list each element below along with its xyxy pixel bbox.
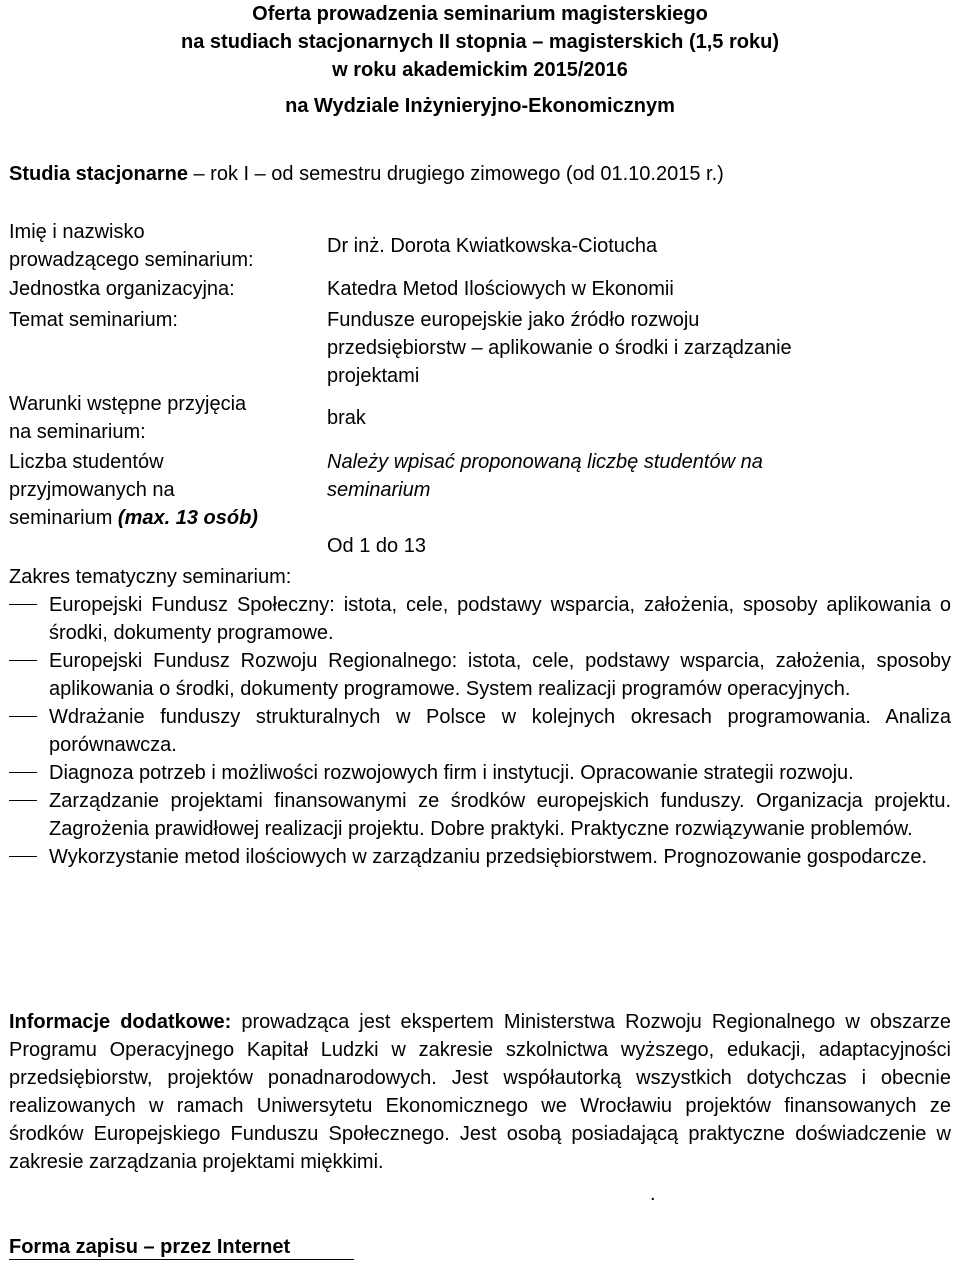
lecturer-value: Dr inż. Dorota Kwiatkowska-Ciotucha	[327, 235, 658, 257]
study-mode-bold: Studia stacjonarne	[9, 163, 188, 185]
student-count-label-text: seminarium	[9, 507, 118, 529]
enrollment-underline	[9, 1259, 354, 1260]
conditions-label	[9, 390, 309, 446]
unit-label: Jednostka organizacyjna:	[9, 278, 235, 300]
student-count-note-line-2: seminarium	[327, 479, 431, 501]
unit-value: Katedra Metod Ilościowych w Ekonomii	[327, 278, 674, 300]
student-count-max: (max. 13 osób)	[117, 507, 258, 529]
conditions-label-line-2: na seminarium:	[9, 421, 146, 443]
scope-item-text: Diagnoza potrzeb i możliwości rozwojowych firm i instytucji. Opracowanie strategii rozwoju.	[49, 762, 854, 784]
scope-title: Zakres tematyczny seminarium:	[9, 566, 292, 588]
header-line-2: na studiach stacjonarnych II stopnia – magisterskich (1,5 roku)	[181, 31, 779, 53]
topic-value-line-2: przedsiębiorstw – aplikowanie o środki i zarządzanie	[327, 337, 792, 359]
student-count-label-line-2: przyjmowanych na	[9, 479, 175, 501]
scope-item	[9, 759, 951, 787]
scope-item-text: Europejski Fundusz Rozwoju Regionalnego: istota, cele, podstawy wsparcia, założenia, sposoby aplikowania o środki, dokumenty programowe. System realizacji programów operacyjnych.	[49, 650, 951, 700]
additional-info-text: prowadząca jest ekspertem Ministerstwa Rozwoju Regionalnego w obszarze Programu Operacyjnego Kapitał Ludzki w zakresie szkolnictwa wyższego, edukacji, adaptacyjności przedsiębiorstw, projektów ponadnarodowych. Jest współautorką wszystkich dotychczas i obecnie realizowanych w ramach Uniwersytetu Ekonomicznego we Wrocławiu projektów finansowanych ze środków Europejskiego Funduszu Społecznego. Jest osobą posiadającą praktyczne doświadczenie w zakresie zarządzania projektami miękkimi.	[9, 1011, 952, 1173]
additional-info-label: Informacje dodatkowe:	[9, 1011, 232, 1033]
scope-item	[9, 703, 951, 759]
student-count-value: Od 1 do 13	[327, 535, 426, 557]
dash-bullet-icon	[9, 604, 37, 605]
study-mode-line	[9, 160, 724, 188]
topic-value	[327, 306, 947, 390]
student-count-label-line-3	[9, 504, 309, 532]
conditions-label-line-1: Warunki wstępne przyjęcia	[9, 393, 247, 415]
trailing-dot: .	[650, 1183, 656, 1205]
student-count-note-line-1: Należy wpisać proponowaną liczbę studentów na	[327, 451, 763, 473]
lecturer-label-line-2: prowadzącego seminarium:	[9, 249, 254, 271]
scope-item-text: Wdrażanie funduszy strukturalnych w Polsce w kolejnych okresach programowania. Analiza porównawcza.	[49, 706, 951, 756]
header-line-4: na Wydziale Inżynieryjno-Ekonomicznym	[285, 95, 675, 117]
scope-item	[9, 843, 951, 871]
dash-bullet-icon	[9, 800, 37, 801]
topic-value-line-3: projektami	[327, 365, 420, 387]
study-mode-rest: – rok I – od semestru drugiego zimowego (od 01.10.2015 r.)	[187, 163, 724, 185]
header-line-3: w roku akademickim 2015/2016	[332, 59, 628, 81]
scope-item-text: Europejski Fundusz Społeczny: istota, cele, podstawy wsparcia, założenia, sposoby aplikowania o środki, dokumenty programowe.	[49, 594, 951, 644]
topic-label: Temat seminarium:	[9, 309, 178, 331]
scope-list	[9, 591, 951, 871]
dash-bullet-icon	[9, 856, 37, 857]
dash-bullet-icon	[9, 772, 37, 773]
lecturer-label	[9, 218, 309, 274]
dash-bullet-icon	[9, 660, 37, 661]
student-count-label	[9, 448, 309, 532]
header-line-1: Oferta prowadzenia seminarium magisterskiego	[252, 3, 708, 25]
scope-item	[9, 591, 951, 647]
scope-item-text: Wykorzystanie metod ilościowych w zarządzaniu przedsiębiorstwem. Prognozowanie gospodarcze.	[49, 846, 927, 868]
topic-value-line-1: Fundusze europejskie jako źródło rozwoju	[327, 309, 700, 331]
student-count-note	[327, 448, 947, 504]
scope-item	[9, 647, 951, 703]
conditions-value: brak	[327, 407, 366, 429]
student-count-label-line-1: Liczba studentów	[9, 451, 164, 473]
dash-bullet-icon	[9, 716, 37, 717]
scope-item	[9, 787, 951, 843]
enrollment-form: Forma zapisu – przez Internet	[9, 1236, 291, 1258]
lecturer-label-line-1: Imię i nazwisko	[9, 221, 145, 243]
additional-info	[9, 1008, 951, 1176]
scope-item-text: Zarządzanie projektami finansowanymi ze środków europejskich funduszy. Organizacja projektu. Zagrożenia prawidłowej realizacji projektu. Dobre praktyki. Praktyczne rozwiązywanie problemów.	[49, 790, 951, 840]
